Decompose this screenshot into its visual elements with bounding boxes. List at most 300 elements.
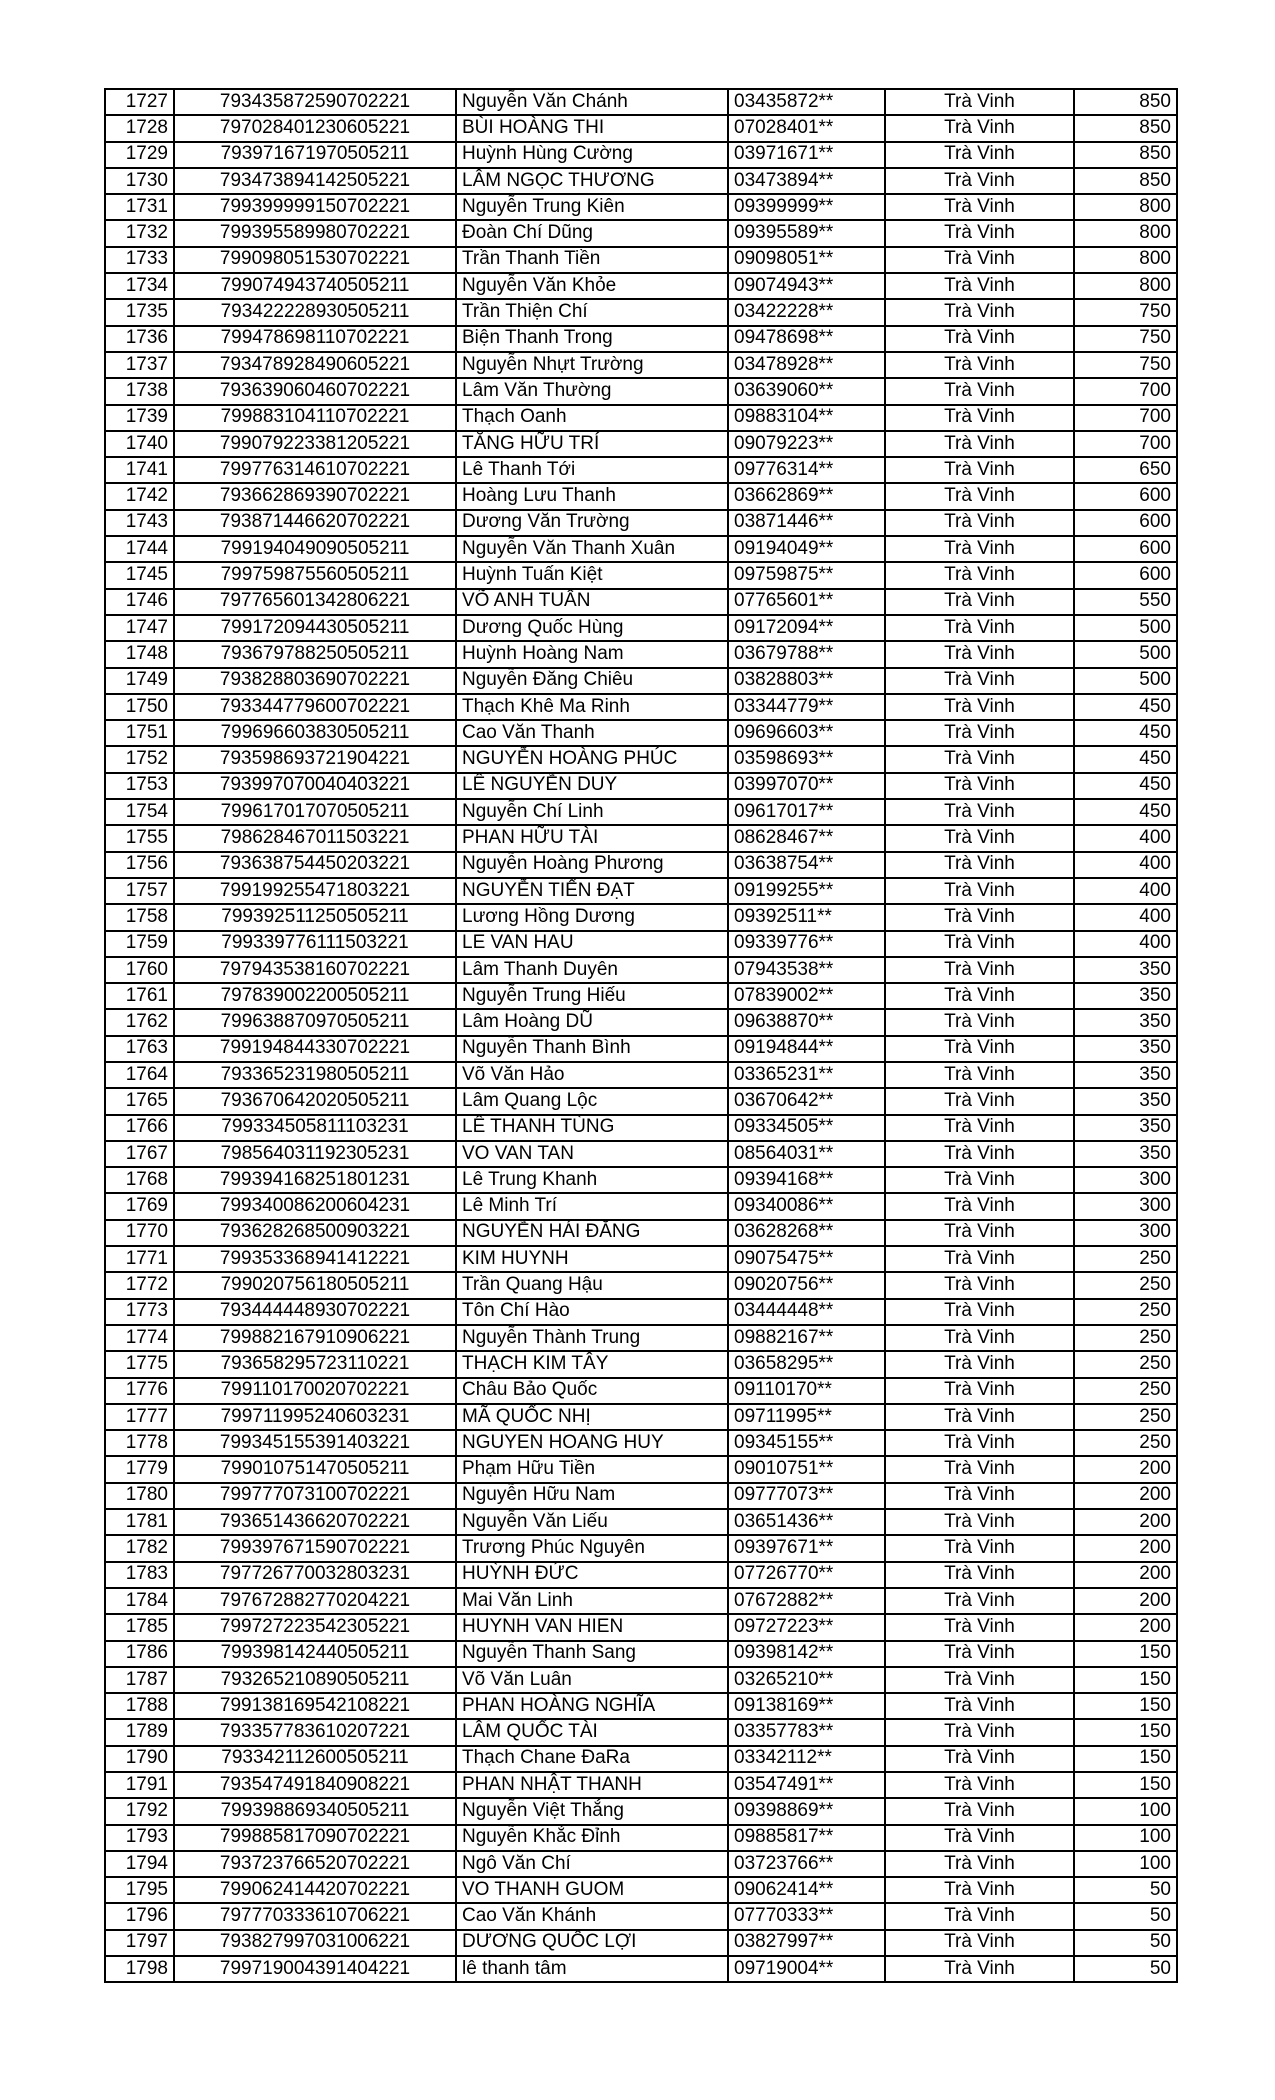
phone-cell: 03265210** — [728, 1667, 885, 1693]
row-index-cell: 1794 — [105, 1851, 174, 1877]
row-index-cell: 1772 — [105, 1272, 174, 1298]
points-cell: 800 — [1074, 273, 1177, 299]
province-cell: Trà Vinh — [885, 457, 1074, 483]
phone-cell: 09340086** — [728, 1193, 885, 1219]
row-index-cell: 1779 — [105, 1456, 174, 1482]
name-cell: Phạm Hữu Tiền — [456, 1456, 728, 1482]
province-cell: Trà Vinh — [885, 273, 1074, 299]
row-index-cell: 1728 — [105, 115, 174, 141]
name-cell: Cao Văn Khánh — [456, 1903, 728, 1929]
province-cell: Trà Vinh — [885, 825, 1074, 851]
name-cell: HUỲNH ĐỨC — [456, 1562, 728, 1588]
phone-cell: 09398869** — [728, 1798, 885, 1824]
province-cell: Trà Vinh — [885, 641, 1074, 667]
name-cell: Nguyễn Trung Hiếu — [456, 983, 728, 1009]
province-cell: Trà Vinh — [885, 405, 1074, 431]
table-row — [105, 1667, 1177, 1693]
table-row — [105, 115, 1177, 141]
table-row — [105, 1299, 1177, 1325]
points-cell: 250 — [1074, 1378, 1177, 1404]
name-cell: Võ Văn Hảo — [456, 1062, 728, 1088]
row-index-cell: 1745 — [105, 562, 174, 588]
province-cell: Trà Vinh — [885, 931, 1074, 957]
row-index-cell: 1734 — [105, 273, 174, 299]
phone-cell: 09883104** — [728, 405, 885, 431]
points-cell: 450 — [1074, 773, 1177, 799]
province-cell: Trà Vinh — [885, 1378, 1074, 1404]
points-cell: 850 — [1074, 142, 1177, 168]
phone-cell: 03342112** — [728, 1746, 885, 1772]
name-cell: Lê Thanh Tới — [456, 457, 728, 483]
name-cell: NGUYEN HOANG HUY — [456, 1430, 728, 1456]
id-number-cell: 793971671970505211 — [174, 142, 456, 168]
name-cell: DƯƠNG QUỐC LỢI — [456, 1930, 728, 1956]
province-cell: Trà Vinh — [885, 1956, 1074, 1982]
table-row — [105, 457, 1177, 483]
province-cell: Trà Vinh — [885, 1825, 1074, 1851]
phone-cell: 09110170** — [728, 1378, 885, 1404]
id-number-cell: 799345155391403221 — [174, 1430, 456, 1456]
id-number-cell: 799885817090702221 — [174, 1825, 456, 1851]
row-index-cell: 1789 — [105, 1719, 174, 1745]
phone-cell: 09711995** — [728, 1404, 885, 1430]
table-row — [105, 878, 1177, 904]
points-cell: 700 — [1074, 405, 1177, 431]
name-cell: HUYNH VAN HIEN — [456, 1614, 728, 1640]
name-cell: Trần Thiện Chí — [456, 299, 728, 325]
id-number-cell: 799062414420702221 — [174, 1877, 456, 1903]
province-cell: Trà Vinh — [885, 1719, 1074, 1745]
row-index-cell: 1731 — [105, 194, 174, 220]
name-cell: Nguyễn Trung Kiên — [456, 194, 728, 220]
points-cell: 800 — [1074, 247, 1177, 273]
id-number-cell: 797839002200505211 — [174, 983, 456, 1009]
phone-cell: 09098051** — [728, 247, 885, 273]
points-cell: 750 — [1074, 352, 1177, 378]
points-cell: 850 — [1074, 89, 1177, 115]
row-index-cell: 1752 — [105, 746, 174, 772]
row-index-cell: 1741 — [105, 457, 174, 483]
id-number-cell: 799883104110702221 — [174, 405, 456, 431]
table-row — [105, 1009, 1177, 1035]
row-index-cell: 1791 — [105, 1772, 174, 1798]
id-number-cell: 799759875560505211 — [174, 562, 456, 588]
phone-cell: 03547491** — [728, 1772, 885, 1798]
province-cell: Trà Vinh — [885, 1036, 1074, 1062]
province-cell: Trà Vinh — [885, 1325, 1074, 1351]
points-cell: 400 — [1074, 825, 1177, 851]
table-row — [105, 1246, 1177, 1272]
row-index-cell: 1747 — [105, 615, 174, 641]
phone-cell: 09075475** — [728, 1246, 885, 1272]
id-number-cell: 799392511250505211 — [174, 904, 456, 930]
row-index-cell: 1760 — [105, 957, 174, 983]
name-cell: Cao Văn Thanh — [456, 720, 728, 746]
row-index-cell: 1759 — [105, 931, 174, 957]
table-row — [105, 1772, 1177, 1798]
name-cell: Lâm Văn Thường — [456, 378, 728, 404]
points-cell: 400 — [1074, 878, 1177, 904]
table-row — [105, 326, 1177, 352]
table-row — [105, 615, 1177, 641]
province-cell: Trà Vinh — [885, 115, 1074, 141]
row-index-cell: 1735 — [105, 299, 174, 325]
table-row — [105, 1614, 1177, 1640]
province-cell: Trà Vinh — [885, 957, 1074, 983]
phone-cell: 09776314** — [728, 457, 885, 483]
table-row — [105, 589, 1177, 615]
id-number-cell: 793679788250505211 — [174, 641, 456, 667]
province-cell: Trà Vinh — [885, 1167, 1074, 1193]
province-cell: Trà Vinh — [885, 1351, 1074, 1377]
province-cell: Trà Vinh — [885, 878, 1074, 904]
points-cell: 500 — [1074, 615, 1177, 641]
row-index-cell: 1746 — [105, 589, 174, 615]
phone-cell: 03639060** — [728, 378, 885, 404]
province-cell: Trà Vinh — [885, 615, 1074, 641]
name-cell: Dương Quốc Hùng — [456, 615, 728, 641]
name-cell: NGUYỄN TIẾN ĐẠT — [456, 878, 728, 904]
id-number-cell: 793598693721904221 — [174, 746, 456, 772]
province-cell: Trà Vinh — [885, 1141, 1074, 1167]
table-row — [105, 1430, 1177, 1456]
name-cell: Lâm Quang Lộc — [456, 1088, 728, 1114]
id-number-cell: 799711995240603231 — [174, 1404, 456, 1430]
points-cell: 500 — [1074, 668, 1177, 694]
row-index-cell: 1770 — [105, 1220, 174, 1246]
id-number-cell: 797765601342806221 — [174, 589, 456, 615]
points-cell: 350 — [1074, 957, 1177, 983]
row-index-cell: 1743 — [105, 510, 174, 536]
name-cell: Huỳnh Tuấn Kiệt — [456, 562, 728, 588]
id-number-cell: 797770333610706221 — [174, 1903, 456, 1929]
phone-cell: 03662869** — [728, 483, 885, 509]
phone-cell: 09638870** — [728, 1009, 885, 1035]
id-number-cell: 797028401230605221 — [174, 115, 456, 141]
phone-cell: 03473894** — [728, 168, 885, 194]
table-row — [105, 957, 1177, 983]
name-cell: KIM HUYNH — [456, 1246, 728, 1272]
table-row — [105, 1193, 1177, 1219]
row-index-cell: 1740 — [105, 431, 174, 457]
province-cell: Trà Vinh — [885, 1798, 1074, 1824]
row-index-cell: 1767 — [105, 1141, 174, 1167]
name-cell: MÃ QUỐC NHỊ — [456, 1404, 728, 1430]
row-index-cell: 1739 — [105, 405, 174, 431]
province-cell: Trà Vinh — [885, 1851, 1074, 1877]
name-cell: Nguyễn Thanh Sang — [456, 1641, 728, 1667]
phone-cell: 03638754** — [728, 852, 885, 878]
points-cell: 150 — [1074, 1641, 1177, 1667]
name-cell: NGUYỄN HÁI ĐĂNG — [456, 1220, 728, 1246]
row-index-cell: 1788 — [105, 1693, 174, 1719]
phone-cell: 09885817** — [728, 1825, 885, 1851]
province-cell: Trà Vinh — [885, 720, 1074, 746]
phone-cell: 09394168** — [728, 1167, 885, 1193]
row-index-cell: 1762 — [105, 1009, 174, 1035]
id-number-cell: 793658295723110221 — [174, 1351, 456, 1377]
phone-cell: 03422228** — [728, 299, 885, 325]
points-cell: 250 — [1074, 1246, 1177, 1272]
province-cell: Trà Vinh — [885, 1772, 1074, 1798]
id-number-cell: 799172094430505211 — [174, 615, 456, 641]
table-row — [105, 1851, 1177, 1877]
phone-cell: 03435872** — [728, 89, 885, 115]
province-cell: Trà Vinh — [885, 1115, 1074, 1141]
points-cell: 100 — [1074, 1825, 1177, 1851]
phone-cell: 03871446** — [728, 510, 885, 536]
table-row — [105, 1825, 1177, 1851]
row-index-cell: 1756 — [105, 852, 174, 878]
name-cell: Nguyễn Thanh Bình — [456, 1036, 728, 1062]
province-cell: Trà Vinh — [885, 1009, 1074, 1035]
points-cell: 250 — [1074, 1351, 1177, 1377]
results-table-container — [104, 88, 1178, 1983]
phone-cell: 08564031** — [728, 1141, 885, 1167]
row-index-cell: 1755 — [105, 825, 174, 851]
points-cell: 250 — [1074, 1299, 1177, 1325]
row-index-cell: 1771 — [105, 1246, 174, 1272]
row-index-cell: 1744 — [105, 536, 174, 562]
phone-cell: 07672882** — [728, 1588, 885, 1614]
points-cell: 400 — [1074, 904, 1177, 930]
points-cell: 150 — [1074, 1693, 1177, 1719]
id-number-cell: 799399999150702221 — [174, 194, 456, 220]
table-row — [105, 983, 1177, 1009]
name-cell: Lâm Hoàng DŨ — [456, 1009, 728, 1035]
table-row — [105, 694, 1177, 720]
phone-cell: 03344779** — [728, 694, 885, 720]
phone-cell: 03651436** — [728, 1509, 885, 1535]
table-row — [105, 1115, 1177, 1141]
points-cell: 450 — [1074, 799, 1177, 825]
points-cell: 700 — [1074, 378, 1177, 404]
phone-cell: 09719004** — [728, 1956, 885, 1982]
table-row — [105, 247, 1177, 273]
name-cell: Mai Văn Linh — [456, 1588, 728, 1614]
row-index-cell: 1792 — [105, 1798, 174, 1824]
points-cell: 750 — [1074, 299, 1177, 325]
province-cell: Trà Vinh — [885, 1456, 1074, 1482]
phone-cell: 03997070** — [728, 773, 885, 799]
points-cell: 50 — [1074, 1903, 1177, 1929]
table-row — [105, 1272, 1177, 1298]
points-cell: 350 — [1074, 1115, 1177, 1141]
id-number-cell: 799397671590702221 — [174, 1535, 456, 1561]
points-cell: 300 — [1074, 1193, 1177, 1219]
province-cell: Trà Vinh — [885, 694, 1074, 720]
name-cell: Ngô Văn Chí — [456, 1851, 728, 1877]
phone-cell: 08628467** — [728, 825, 885, 851]
id-number-cell: 793344779600702221 — [174, 694, 456, 720]
table-row — [105, 1325, 1177, 1351]
id-number-cell: 793478928490605221 — [174, 352, 456, 378]
phone-cell: 03444448** — [728, 1299, 885, 1325]
province-cell: Trà Vinh — [885, 299, 1074, 325]
table-row — [105, 1562, 1177, 1588]
id-number-cell: 793638754450203221 — [174, 852, 456, 878]
id-number-cell: 799719004391404221 — [174, 1956, 456, 1982]
points-cell: 250 — [1074, 1404, 1177, 1430]
row-index-cell: 1766 — [105, 1115, 174, 1141]
province-cell: Trà Vinh — [885, 1535, 1074, 1561]
id-number-cell: 793422228930505211 — [174, 299, 456, 325]
row-index-cell: 1763 — [105, 1036, 174, 1062]
row-index-cell: 1774 — [105, 1325, 174, 1351]
id-number-cell: 799138169542108221 — [174, 1693, 456, 1719]
id-number-cell: 799478698110702221 — [174, 326, 456, 352]
points-cell: 200 — [1074, 1509, 1177, 1535]
phone-cell: 03658295** — [728, 1351, 885, 1377]
id-number-cell: 799098051530702221 — [174, 247, 456, 273]
province-cell: Trà Vinh — [885, 1693, 1074, 1719]
province-cell: Trà Vinh — [885, 773, 1074, 799]
row-index-cell: 1798 — [105, 1956, 174, 1982]
id-number-cell: 793342112600505211 — [174, 1746, 456, 1772]
table-row — [105, 904, 1177, 930]
phone-cell: 07943538** — [728, 957, 885, 983]
name-cell: PHAN HỮU TÀI — [456, 825, 728, 851]
province-cell: Trà Vinh — [885, 1062, 1074, 1088]
phone-cell: 09194844** — [728, 1036, 885, 1062]
id-number-cell: 798564031192305231 — [174, 1141, 456, 1167]
id-number-cell: 799010751470505211 — [174, 1456, 456, 1482]
points-cell: 200 — [1074, 1614, 1177, 1640]
id-number-cell: 793723766520702221 — [174, 1851, 456, 1877]
table-row — [105, 1903, 1177, 1929]
province-cell: Trà Vinh — [885, 852, 1074, 878]
points-cell: 550 — [1074, 589, 1177, 615]
table-row — [105, 1693, 1177, 1719]
table-row — [105, 1483, 1177, 1509]
table-row — [105, 1378, 1177, 1404]
phone-cell: 09397671** — [728, 1535, 885, 1561]
table-row — [105, 641, 1177, 667]
name-cell: Trần Quang Hậu — [456, 1272, 728, 1298]
name-cell: Trần Thanh Tiền — [456, 247, 728, 273]
table-row — [105, 668, 1177, 694]
province-cell: Trà Vinh — [885, 483, 1074, 509]
table-row — [105, 931, 1177, 957]
table-row — [105, 431, 1177, 457]
points-cell: 250 — [1074, 1430, 1177, 1456]
row-index-cell: 1768 — [105, 1167, 174, 1193]
table-row — [105, 1509, 1177, 1535]
phone-cell: 09399999** — [728, 194, 885, 220]
row-index-cell: 1737 — [105, 352, 174, 378]
phone-cell: 09398142** — [728, 1641, 885, 1667]
name-cell: Biện Thanh Trong — [456, 326, 728, 352]
province-cell: Trà Vinh — [885, 431, 1074, 457]
id-number-cell: 793444448930702221 — [174, 1299, 456, 1325]
id-number-cell: 799638870970505211 — [174, 1009, 456, 1035]
row-index-cell: 1730 — [105, 168, 174, 194]
row-index-cell: 1736 — [105, 326, 174, 352]
id-number-cell: 793871446620702221 — [174, 510, 456, 536]
id-number-cell: 793628268500903221 — [174, 1220, 456, 1246]
phone-cell: 03971671** — [728, 142, 885, 168]
name-cell: BÙI HOÀNG THI — [456, 115, 728, 141]
phone-cell: 09727223** — [728, 1614, 885, 1640]
province-cell: Trà Vinh — [885, 983, 1074, 1009]
province-cell: Trà Vinh — [885, 378, 1074, 404]
table-row — [105, 536, 1177, 562]
phone-cell: 09345155** — [728, 1430, 885, 1456]
id-number-cell: 798628467011503221 — [174, 825, 456, 851]
id-number-cell: 799110170020702221 — [174, 1378, 456, 1404]
points-cell: 850 — [1074, 115, 1177, 141]
row-index-cell: 1777 — [105, 1404, 174, 1430]
table-row — [105, 1404, 1177, 1430]
name-cell: lê thanh tâm — [456, 1956, 728, 1982]
id-number-cell: 799079223381205221 — [174, 431, 456, 457]
province-cell: Trà Vinh — [885, 220, 1074, 246]
name-cell: Nguyễn Hữu Nam — [456, 1483, 728, 1509]
id-number-cell: 797672882770204221 — [174, 1588, 456, 1614]
name-cell: LÊ NGUYỄN DUY — [456, 773, 728, 799]
row-index-cell: 1773 — [105, 1299, 174, 1325]
id-number-cell: 799727223542305221 — [174, 1614, 456, 1640]
name-cell: Nguyễn Thành Trung — [456, 1325, 728, 1351]
table-row — [105, 273, 1177, 299]
phone-cell: 09074943** — [728, 273, 885, 299]
results-table — [104, 88, 1178, 1983]
points-cell: 850 — [1074, 168, 1177, 194]
id-number-cell: 799340086200604231 — [174, 1193, 456, 1219]
id-number-cell: 799074943740505211 — [174, 273, 456, 299]
name-cell: Huỳnh Hùng Cường — [456, 142, 728, 168]
phone-cell: 03365231** — [728, 1062, 885, 1088]
points-cell: 800 — [1074, 220, 1177, 246]
province-cell: Trà Vinh — [885, 1483, 1074, 1509]
name-cell: Lê Trung Khanh — [456, 1167, 728, 1193]
phone-cell: 09334505** — [728, 1115, 885, 1141]
table-row — [105, 142, 1177, 168]
id-number-cell: 799339776111503221 — [174, 931, 456, 957]
table-row — [105, 1641, 1177, 1667]
points-cell: 100 — [1074, 1798, 1177, 1824]
table-row — [105, 1877, 1177, 1903]
table-row — [105, 799, 1177, 825]
row-index-cell: 1757 — [105, 878, 174, 904]
name-cell: LE VAN HAU — [456, 931, 728, 957]
province-cell: Trà Vinh — [885, 1903, 1074, 1929]
id-number-cell: 793827997031006221 — [174, 1930, 456, 1956]
name-cell: Nguyễn Văn Khỏe — [456, 273, 728, 299]
name-cell: LÊ THANH TÙNG — [456, 1115, 728, 1141]
points-cell: 350 — [1074, 1088, 1177, 1114]
phone-cell: 07770333** — [728, 1903, 885, 1929]
name-cell: Lê Minh Trí — [456, 1193, 728, 1219]
name-cell: LÂM NGỌC THƯƠNG — [456, 168, 728, 194]
phone-cell: 09882167** — [728, 1325, 885, 1351]
points-cell: 200 — [1074, 1562, 1177, 1588]
phone-cell: 07726770** — [728, 1562, 885, 1588]
phone-cell: 09339776** — [728, 931, 885, 957]
points-cell: 700 — [1074, 431, 1177, 457]
table-row — [105, 1588, 1177, 1614]
row-index-cell: 1797 — [105, 1930, 174, 1956]
name-cell: Thạch Khê Ma Rinh — [456, 694, 728, 720]
row-index-cell: 1795 — [105, 1877, 174, 1903]
phone-cell: 09759875** — [728, 562, 885, 588]
row-index-cell: 1727 — [105, 89, 174, 115]
row-index-cell: 1784 — [105, 1588, 174, 1614]
row-index-cell: 1765 — [105, 1088, 174, 1114]
phone-cell: 09079223** — [728, 431, 885, 457]
points-cell: 50 — [1074, 1930, 1177, 1956]
id-number-cell: 793265210890505211 — [174, 1667, 456, 1693]
